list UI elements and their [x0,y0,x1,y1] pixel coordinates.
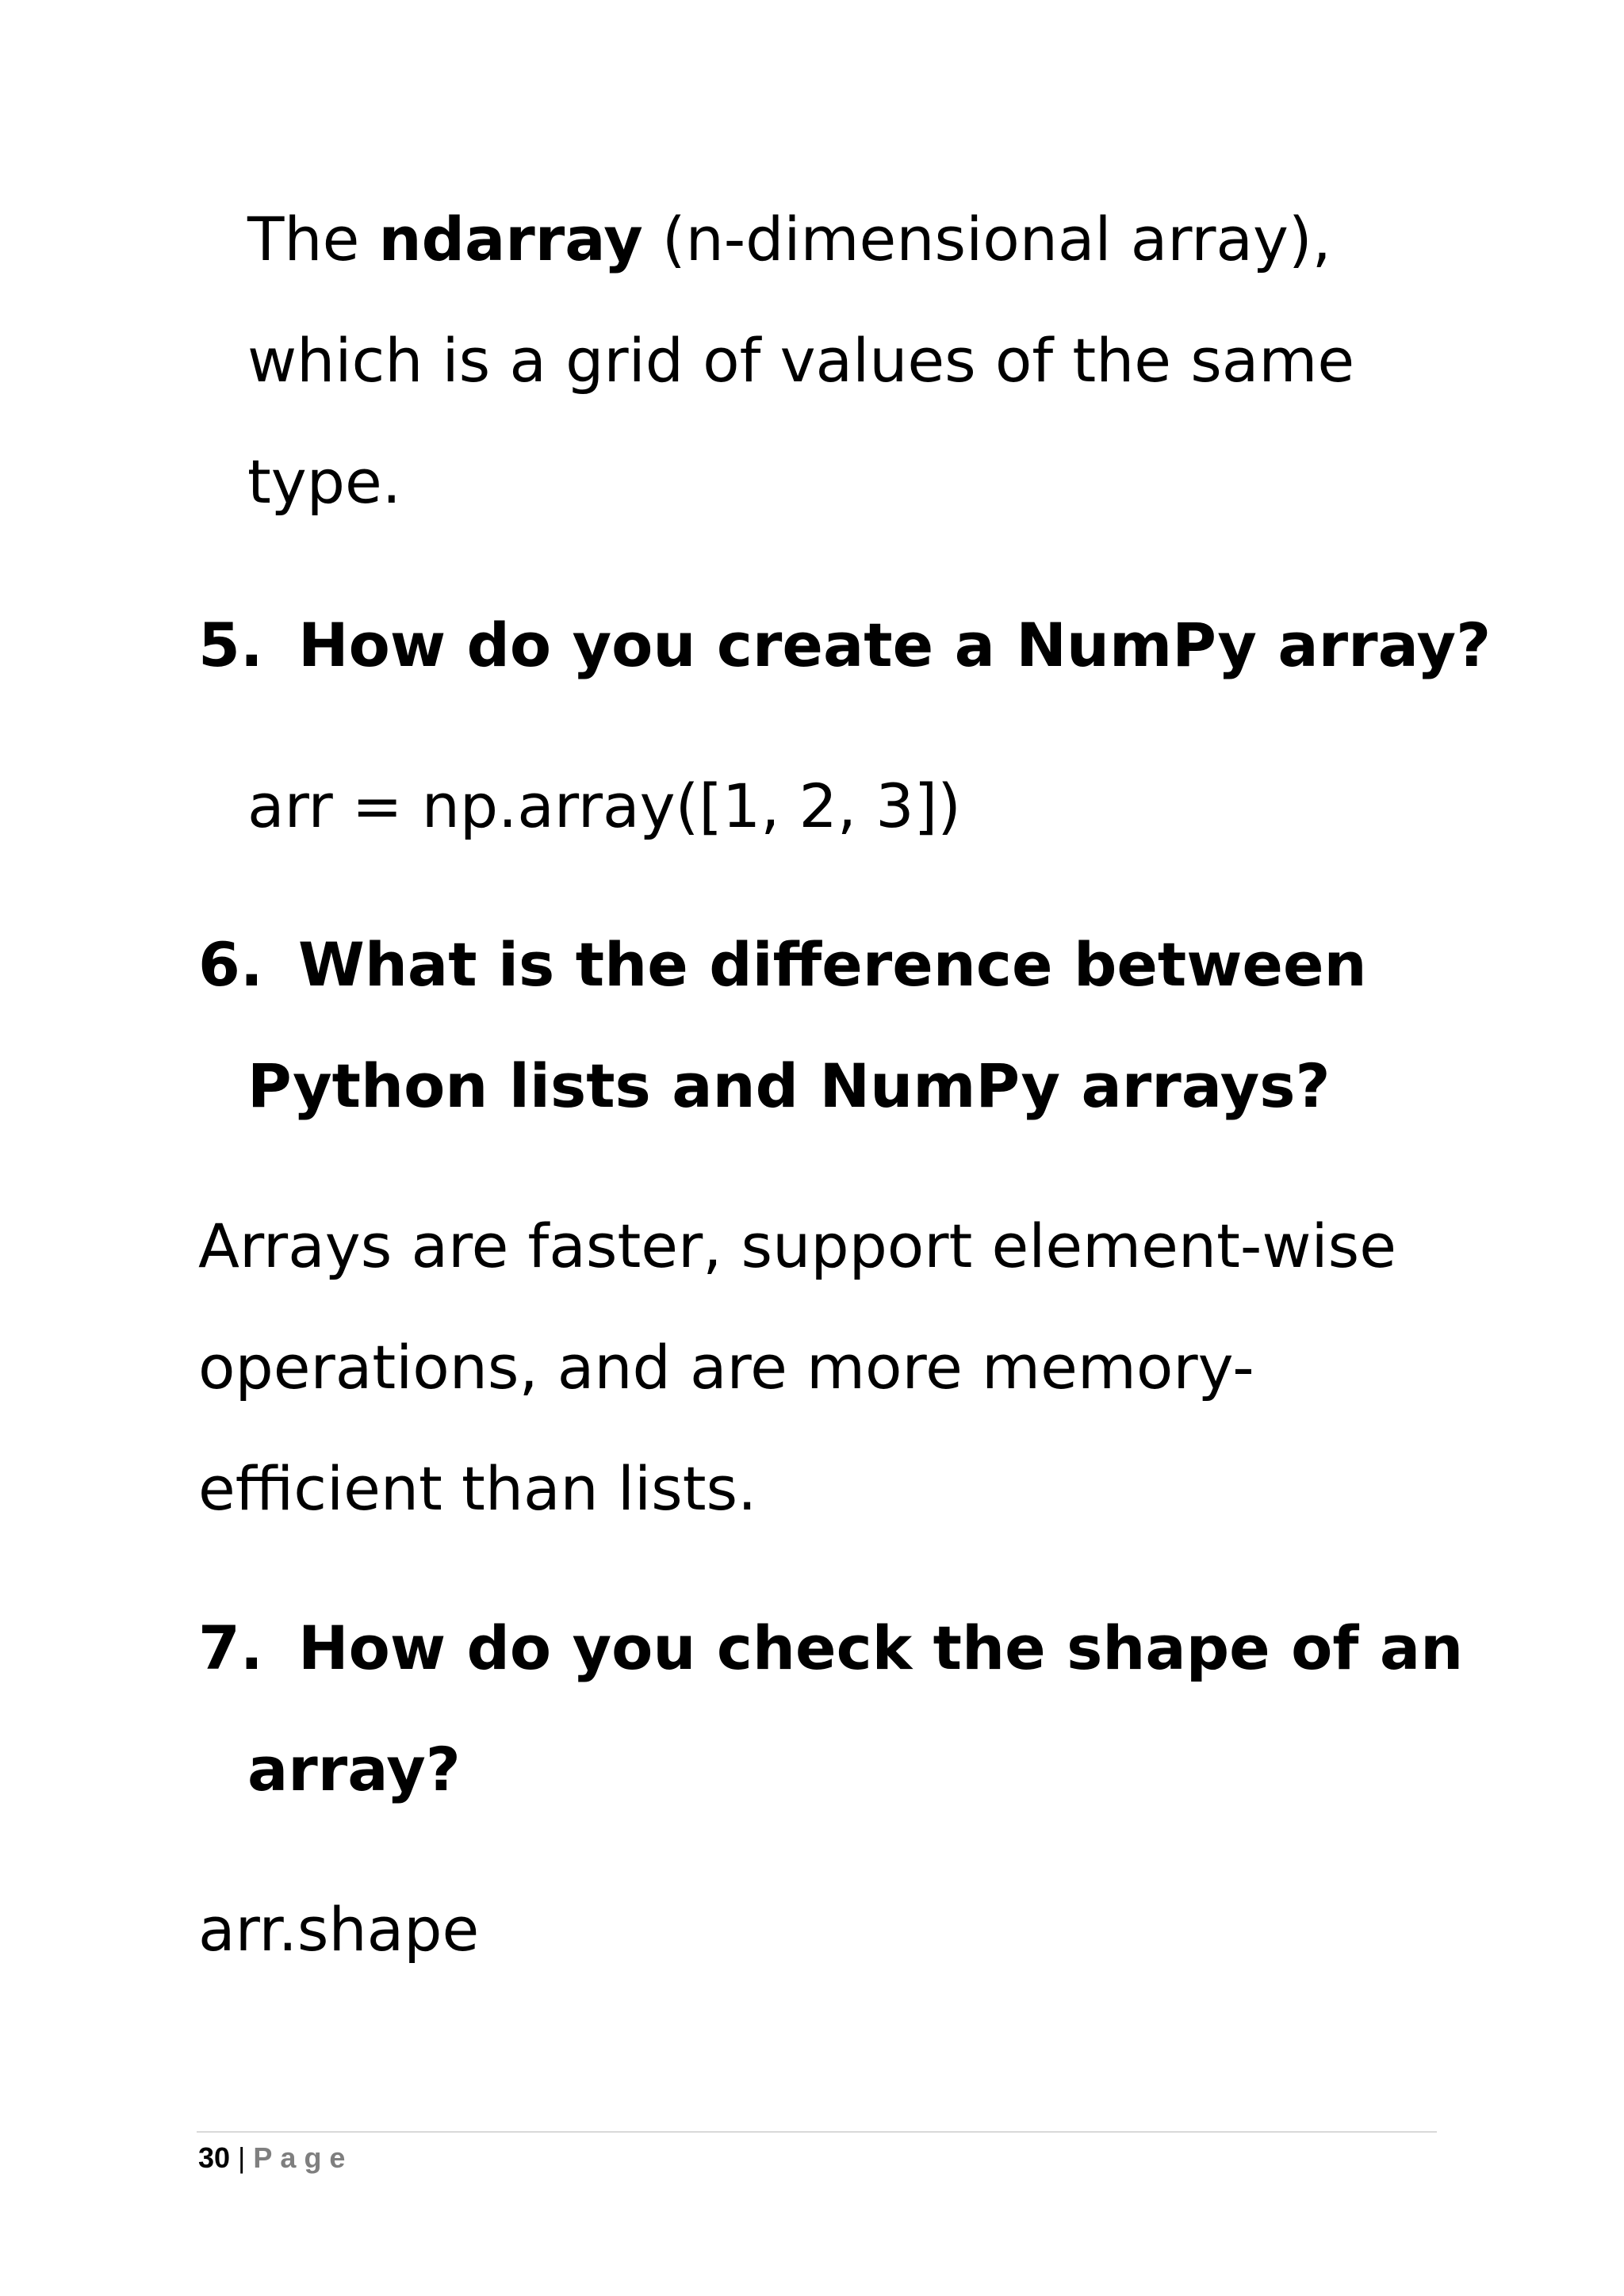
question-7-text-line-2: array? [247,1734,461,1804]
page-label: Page [253,2141,354,2174]
page-number: 30 [198,2141,231,2174]
intro-prefix: The [247,204,379,274]
question-6-text-line-2: Python lists and NumPy arrays? [247,1050,1331,1121]
answer-6-line-2: operations, and are more memory- [198,1332,1254,1402]
intro-line-3: type. [247,446,401,517]
question-7-heading [198,1613,1463,1684]
intro-line-2: which is a grid of values of the same [247,325,1355,396]
intro-line-1 [247,204,1331,275]
question-7-text-line-1: How do you check the shape of an [298,1613,1464,1683]
question-6-text-line-1: What is the difference between [298,929,1367,1000]
answer-7: arr.shape [198,1894,480,1965]
answer-6-line-1: Arrays are faster, support element-wise [198,1211,1396,1281]
question-5-number: 5. [198,610,263,680]
footer-separator: | [238,2141,246,2174]
intro-suffix: (n-dimensional array), [642,204,1331,274]
page-footer [198,2141,353,2175]
question-7-number: 7. [198,1613,263,1683]
answer-5: arr = np.array([1, 2, 3]) [247,771,961,841]
question-5-text: How do you create a NumPy array? [298,610,1492,680]
footer-divider [197,2131,1437,2133]
answer-6-line-3: efficient than lists. [198,1453,757,1524]
question-6-heading [198,929,1367,1001]
ndarray-term: ndarray [378,204,643,274]
question-5-heading [198,610,1491,681]
question-6-number: 6. [198,929,263,1000]
